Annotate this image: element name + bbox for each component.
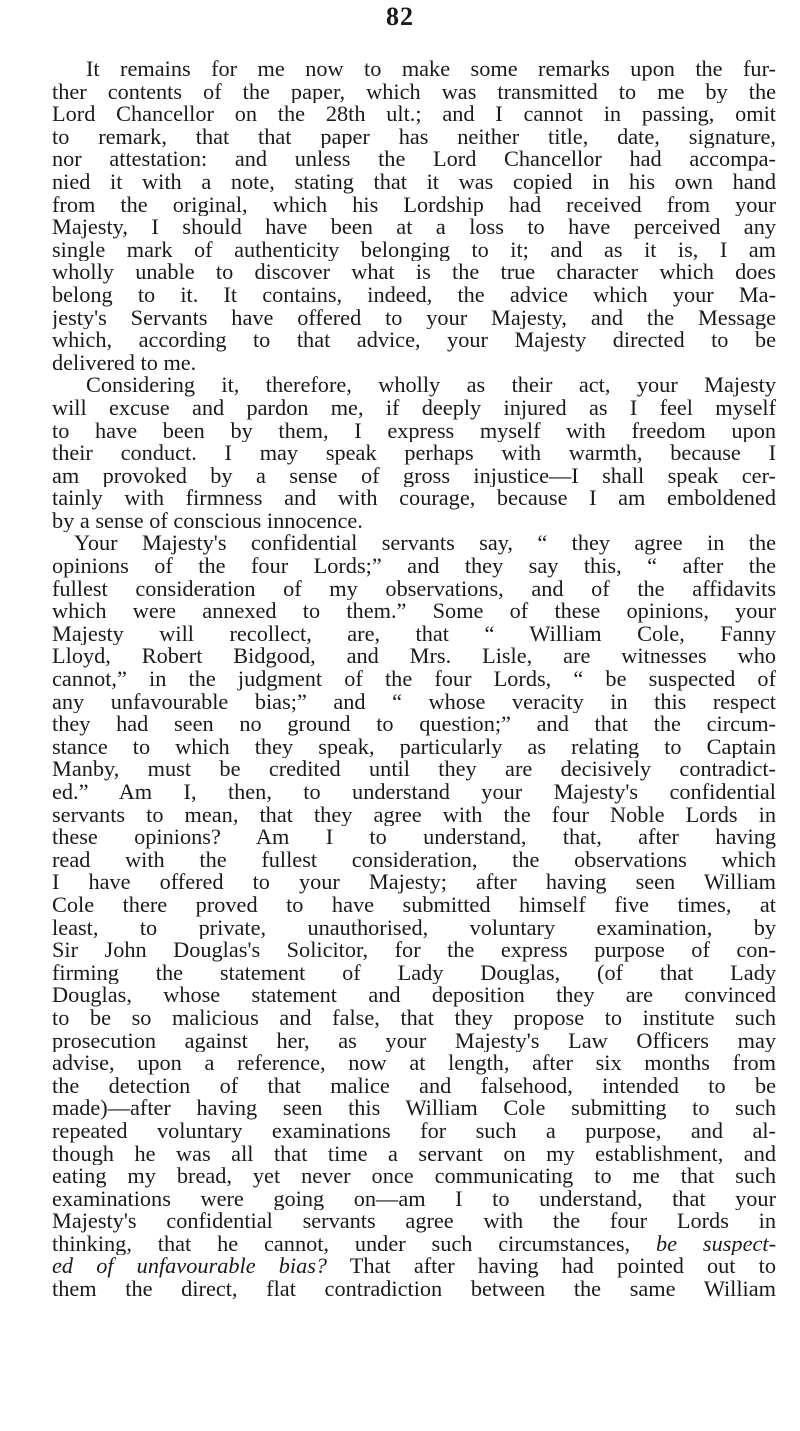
text-line: firming the statement of Lady Douglas, (of that Lady [52,961,776,985]
text-line: their conduct. I may speak perhaps with warmth, because I [52,442,776,465]
text-line: tainly with firmness and with courage, because I am emboldened [52,487,776,510]
text-line: Manby, must be credited until they are decisively contradict- [52,758,776,781]
text-line: least, to private, unauthorised, voluntary examination, by [52,916,776,940]
text-line: Majesty, I should have been at a loss to have perceived any [52,216,776,239]
text-line: cannot,” in the judgment of the four Lords, “ be suspected of [52,668,776,691]
text-line: Majesty will recollect, are, that “ William Cole, Fanny [52,622,776,646]
text-line: the detection of that malice and falsehood, intended to be [52,1074,776,1098]
text-line: repeated voluntary examinations for such a purpose, and al- [52,1119,776,1143]
text-line: to have been by them, I express myself with freedom upon [52,419,776,443]
text-line: jesty's Servants have offered to your Majesty, and the Message [52,306,776,330]
italic-phrase: be suspect- [656,1232,776,1256]
text-line: ther contents of the paper, which was transmitted to me by the [52,80,776,104]
text-line: Cole there proved to have submitted himself five times, at [52,893,776,917]
text-line: stance to which they speak, particularly as relating to Captain [52,735,776,759]
text-line: read with the fullest consideration, the observations which [52,848,776,872]
text-line: ed of unfavourable bias? That after having had pointed out to [52,1255,776,1279]
text-line: which were annexed to them.” Some of these opinions, your [52,600,776,623]
text-line: Your Majesty's confidential servants say, “ they agree in the [74,532,776,556]
text-line: from the original, which his Lordship had received from your [52,193,776,217]
text-line: single mark of authenticity belonging to it; and as it is, I am [52,238,776,262]
text-line: any unfavourable bias;” and “ whose veracity in this respect [52,690,776,714]
text-line: wholly unable to discover what is the true character which does [52,261,776,284]
text-line: delivered to me. [52,351,197,375]
text-line: they had seen no ground to question;” and that the circum- [52,713,776,736]
text-line: by a sense of conscious innocence. [52,509,363,533]
page-number: 82 [386,2,414,31]
text-line: Majesty's confidential servants agree with the four Lords in [52,1210,776,1233]
text-line: prosecution against her, as your Majesty's Law Officers may [52,1029,776,1053]
text-line: to remark, that that paper has neither title, date, signature, [52,125,776,149]
text-line: I have offered to your Majesty; after having seen William [52,871,776,894]
text-line: It remains for me now to make some remarks upon the fur- [86,58,776,81]
text-line: which, according to that advice, your Majesty directed to be [52,329,776,352]
text-line: Considering it, therefore, wholly as their act, your Majesty [86,374,776,397]
text-line: these opinions? Am I to understand, that, after having [52,826,776,849]
text-line: Douglas, whose statement and deposition they are convinced [52,984,776,1007]
text-line: am provoked by a sense of gross injustice—I shall speak cer- [52,464,776,488]
text-line: ed.” Am I, then, to understand your Majesty's confidential [52,781,776,804]
text-line: belong to it. It contains, indeed, the advice which your Ma- [52,283,776,307]
text-line: Lloyd, Robert Bidgood, and Mrs. Lisle, are witnesses who [52,645,776,669]
text-line: fullest consideration of my observations, and of the affidavits [52,577,776,601]
text-line: servants to mean, that they agree with the four Noble Lords in [52,803,776,827]
text-line: Sir John Douglas's Solicitor, for the express purpose of con- [52,939,776,962]
text-line: though he was all that time a servant on my establishment, and [52,1142,776,1166]
body-text [52,58,776,1301]
text-line: opinions of the four Lords;” and they say this, “ after the [52,555,776,578]
text-line: examinations were going on—am I to understand, that your [52,1187,776,1211]
text-line: nied it with a note, stating that it was copied in his own hand [52,170,776,194]
italic-phrase: ed of unfavourable bias? [52,1255,328,1279]
text-line: made)—after having seen this William Cole submitting to such [52,1097,776,1120]
text-line: to be so malicious and false, that they propose to institute such [52,1006,776,1030]
text-line: thinking, that he cannot, under such circumstances, be suspect- [52,1232,776,1256]
text-line: them the direct, flat contradiction between the same William [52,1278,776,1301]
text-line: will excuse and pardon me, if deeply injured as I feel myself [52,396,776,420]
text-line: advise, upon a reference, now at length, after six months from [52,1052,776,1075]
text-line: Lord Chancellor on the 28th ult.; and I cannot in passing, omit [52,103,776,126]
text-line: nor attestation: and unless the Lord Chancellor had accompa- [52,148,776,171]
text-line: eating my bread, yet never once communicating to me that such [52,1165,776,1188]
